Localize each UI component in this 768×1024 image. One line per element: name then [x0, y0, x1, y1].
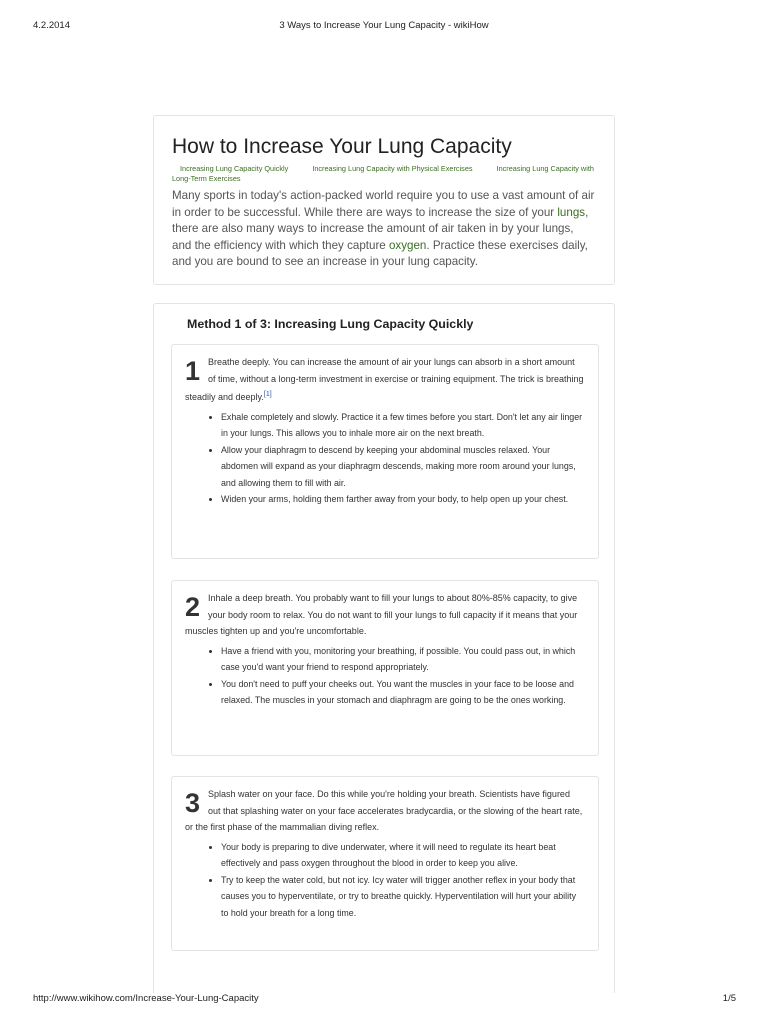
- step-text: Splash water on your face. Do this while you're holding your breath. Scientists have figured out that splashing water on your face accelerates bradycardia, or the slowing of the heart rate, or the first phase of the mammalian diving reflex.: [185, 789, 583, 832]
- step-number: 1: [185, 356, 201, 386]
- toc-link-physical-exercises[interactable]: Increasing Lung Capacity with Physical Exercises: [312, 164, 473, 173]
- table-of-contents: [172, 164, 596, 184]
- step-card: [171, 580, 599, 756]
- bullet-item: • Exhale completely and slowly. Practice it a few times before you start. Don't let any air linger in your lungs. This allows you to inhale more air on the next breath.: [221, 409, 584, 442]
- bullet-item: • Try to keep the water cold, but not icy. Icy water will trigger another reflex in your body that causes you to hyperventilate, or try to breathe quickly. Hyperventilation will hurt your ability to hold your breath for a long time.: [221, 872, 584, 922]
- step-text: Inhale a deep breath. You probably want to fill your lungs to about 80%-85% capacity, to give your body room to relax. You do not want to fill your lungs to full capacity if it means that your muscles tighten up and you're uncomfortable.: [185, 593, 578, 636]
- step-bullets: [185, 839, 584, 922]
- intro-paragraph: Many sports in today's action-packed world require you to use a vast amount of air in order to be successful. While there are ways to increase the size of your lungs, there are also many ways to increase the amount of air taken in by your lungs, and the efficiency with which they capture oxygen. Practice these exercises daily, and you are bound to see an increase in your lung capacity.: [172, 189, 595, 268]
- lungs-link[interactable]: lungs: [557, 205, 586, 219]
- bullet-item: • You don't need to puff your cheeks out. You want the muscles in your face to be loose and relaxed. The muscles in your stomach and diaphragm are going to be the ones working.: [221, 676, 584, 709]
- article-title: How to Increase Your Lung Capacity: [172, 135, 512, 158]
- step-bullets: [185, 643, 584, 709]
- print-header: [0, 20, 768, 34]
- print-title: 3 Ways to Increase Your Lung Capacity - wikiHow: [279, 20, 489, 31]
- step-text: Breathe deeply. You can increase the amount of air your lungs can absorb in a short amount of time, without a long-term investment in exercise or training equipment. The trick is breathing steadily and deeply.[1]: [185, 357, 584, 402]
- bullet-item: • Allow your diaphragm to descend by keeping your abdominal muscles relaxed. Your abdomen will expand as your diaphragm descends, making more room around your lungs, and allowing them to fill with air.: [221, 442, 584, 492]
- print-date: 4.2.2014: [33, 20, 70, 31]
- print-url: http://www.wikihow.com/Increase-Your-Lung-Capacity: [33, 993, 259, 1004]
- bullet-item: • Widen your arms, holding them farther away from your body, to help open up your chest.: [221, 491, 584, 508]
- bullet-item: • Have a friend with you, monitoring your breathing, if possible. You could pass out, in which case you'd want your friend to respond appropriately.: [221, 643, 584, 676]
- method-heading: Method 1 of 3: Increasing Lung Capacity Quickly: [187, 317, 474, 331]
- step-bullets: [185, 409, 584, 508]
- toc-link-quickly[interactable]: Increasing Lung Capacity Quickly: [180, 164, 289, 173]
- toc-link-long-term-exercises[interactable]: Increasing Lung Capacity with Long-Term Exercises: [172, 164, 594, 183]
- step-card: [171, 344, 599, 559]
- intro-card: [153, 115, 615, 285]
- step-number: 2: [185, 592, 201, 622]
- oxygen-link[interactable]: oxygen: [388, 238, 427, 252]
- step-number: 3: [185, 788, 201, 818]
- step-card: [171, 776, 599, 951]
- bullet-item: • Your body is preparing to dive underwater, where it will need to regulate its heart beat effectively and pass oxygen throughout the blood in order to keep you alive.: [221, 839, 584, 872]
- print-footer: [0, 993, 768, 1007]
- reference-link[interactable]: [1]: [263, 391, 272, 398]
- page-number: 1/5: [722, 993, 736, 1004]
